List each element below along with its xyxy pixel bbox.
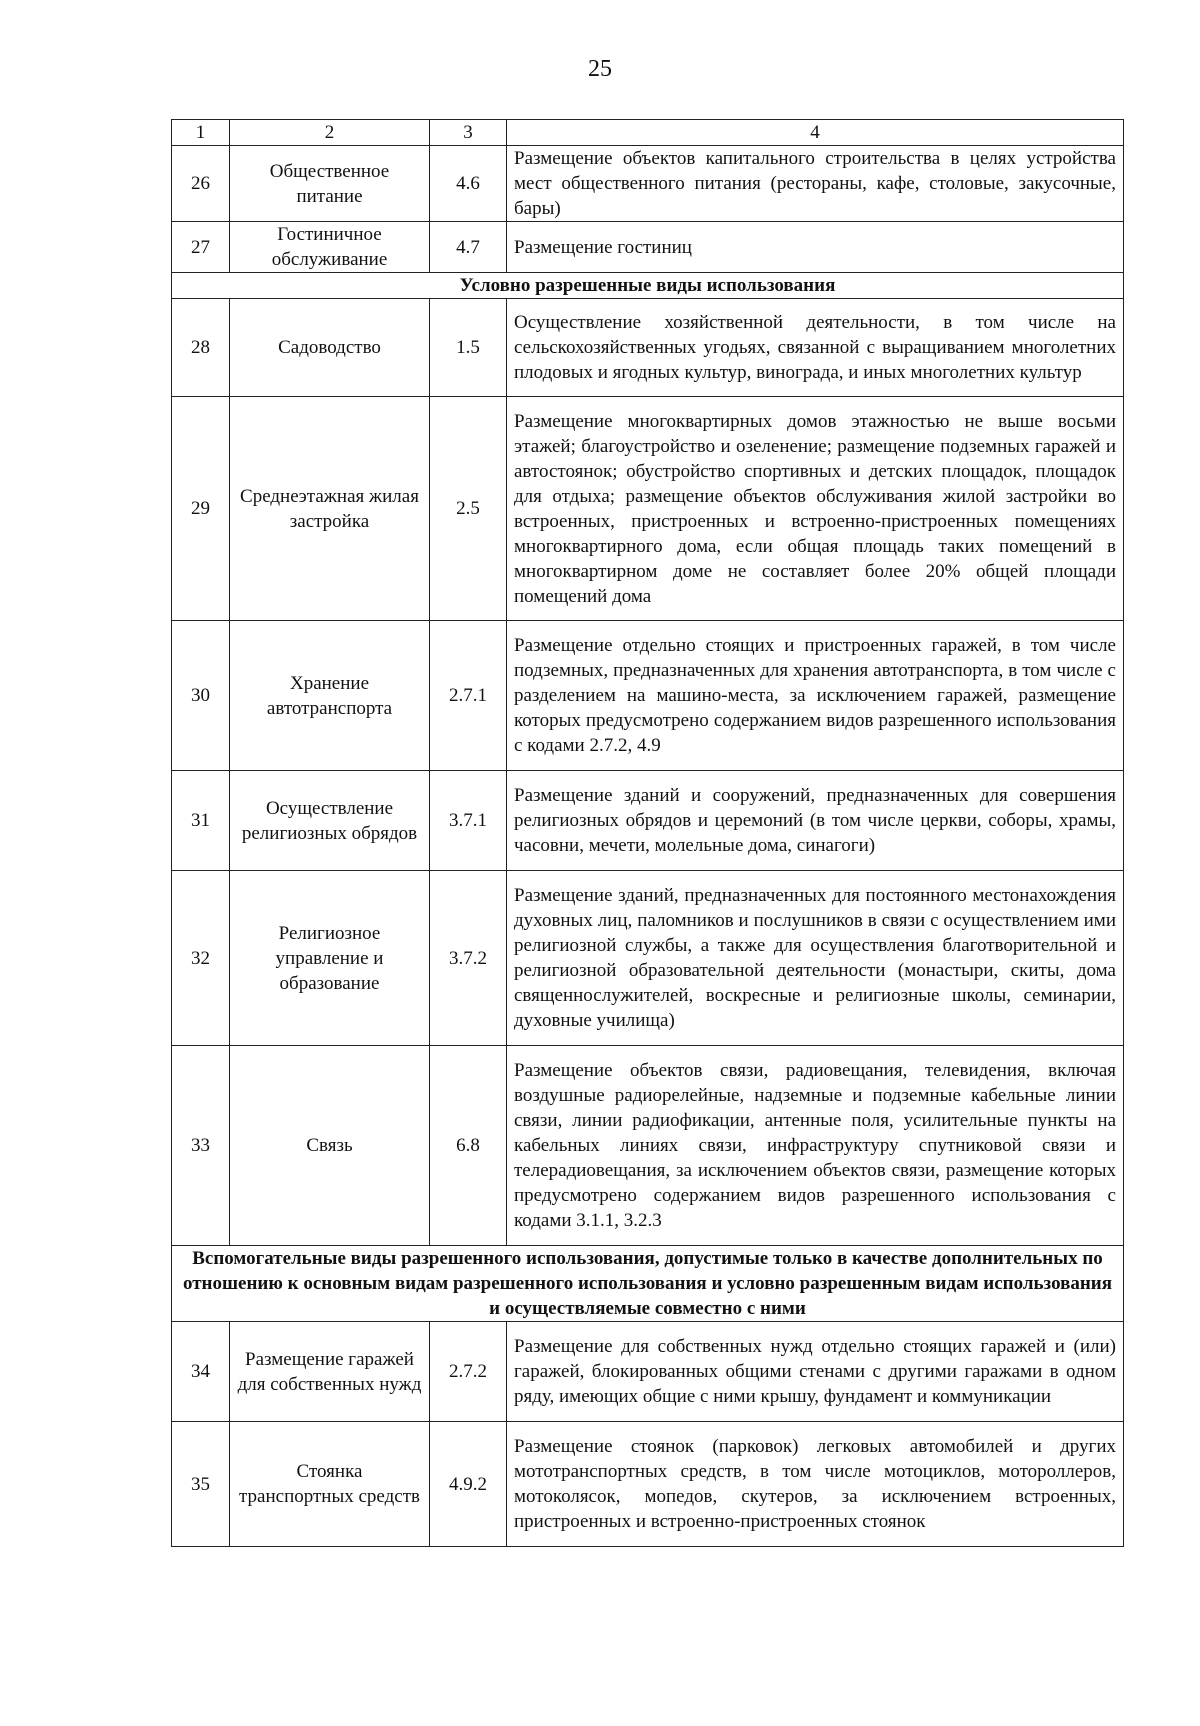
table-row bbox=[172, 222, 1124, 273]
header-col-3: 3 bbox=[430, 120, 507, 146]
row-number: 33 bbox=[172, 1046, 230, 1246]
table-row bbox=[172, 299, 1124, 397]
page-number: 25 bbox=[588, 56, 612, 82]
row-number: 34 bbox=[172, 1322, 230, 1422]
table-row bbox=[172, 146, 1124, 222]
table-row bbox=[172, 397, 1124, 621]
use-name: Общественное питание bbox=[230, 146, 430, 222]
use-name: Связь bbox=[230, 1046, 430, 1246]
table-row bbox=[172, 871, 1124, 1046]
header-col-2: 2 bbox=[230, 120, 430, 146]
use-name: Размещение гаражей для собственных нужд bbox=[230, 1322, 430, 1422]
section-row bbox=[172, 273, 1124, 299]
use-name: Осуществление религиозных обрядов bbox=[230, 771, 430, 871]
header-col-4: 4 bbox=[507, 120, 1124, 146]
use-description: Размещение гостиниц bbox=[507, 222, 1124, 273]
use-description: Размещение зданий и сооружений, предназначенных для совершения религиозных обрядов и церемоний (в том числе церкви, соборы, храмы, часовни, мечети, молельные дома, синагоги) bbox=[507, 771, 1124, 871]
use-name: Гостиничное обслуживание bbox=[230, 222, 430, 273]
row-number: 32 bbox=[172, 871, 230, 1046]
use-code: 3.7.1 bbox=[430, 771, 507, 871]
row-number: 35 bbox=[172, 1422, 230, 1547]
table-row bbox=[172, 771, 1124, 871]
use-name: Религиозное управление и образование bbox=[230, 871, 430, 1046]
use-name: Стоянка транспортных средств bbox=[230, 1422, 430, 1547]
use-code: 4.9.2 bbox=[430, 1422, 507, 1547]
row-number: 31 bbox=[172, 771, 230, 871]
use-code: 3.7.2 bbox=[430, 871, 507, 1046]
header-col-1: 1 bbox=[172, 120, 230, 146]
table-row bbox=[172, 1322, 1124, 1422]
use-description: Размещение для собственных нужд отдельно стоящих гаражей и (или) гаражей, блокированных общими стенами с другими гаражами в одном ряду, имеющих общие с ними крышу, фундамент и коммуникации bbox=[507, 1322, 1124, 1422]
use-description: Размещение отдельно стоящих и пристроенных гаражей, в том числе подземных, предназначенных для хранения автотранспорта, в том числе с разделением на машино-места, за исключением гаражей, размещение которых предусмотрено содержанием видов разрешенного использования с кодами 2.7.2, 4.9 bbox=[507, 621, 1124, 771]
use-name: Хранение автотранспорта bbox=[230, 621, 430, 771]
table-row bbox=[172, 1046, 1124, 1246]
use-description: Размещение стоянок (парковок) легковых автомобилей и других мототранспортных средств, в том числе мотоциклов, мотороллеров, мотоколясок, мопедов, скутеров, за исключением встроенных, пристроенных и встроенно-пристроенных стоянок bbox=[507, 1422, 1124, 1547]
section-title-conditional: Условно разрешенные виды использования bbox=[172, 273, 1124, 299]
use-code: 2.7.2 bbox=[430, 1322, 507, 1422]
use-description: Осуществление хозяйственной деятельности, в том числе на сельскохозяйственных угодьях, связанной с выращиванием многолетних плодовых и ягодных культур, винограда, и иных многолетних культур bbox=[507, 299, 1124, 397]
use-description: Размещение объектов капитального строительства в целях устройства мест общественного питания (рестораны, кафе, столовые, закусочные, бары) bbox=[507, 146, 1124, 222]
row-number: 29 bbox=[172, 397, 230, 621]
table-header-row bbox=[172, 120, 1124, 146]
use-description: Размещение объектов связи, радиовещания, телевидения, включая воздушные радиорелейные, надземные и подземные кабельные линии связи, линии радиофикации, антенные поля, усилительные пункты на кабельных линиях связи, инфраструктуру спутниковой связи и телерадиовещания, за исключением объектов связи, размещение которых предусмотрено содержанием видов разрешенного использования с кодами 3.1.1, 3.2.3 bbox=[507, 1046, 1124, 1246]
use-code: 2.5 bbox=[430, 397, 507, 621]
row-number: 27 bbox=[172, 222, 230, 273]
section-title-auxiliary: Вспомогательные виды разрешенного использования, допустимые только в качестве дополнительных по отношению к основным видам разрешенного использования и условно разрешенным видам использования и осуществляемые совместно с ними bbox=[172, 1246, 1124, 1322]
table-row bbox=[172, 621, 1124, 771]
use-code: 4.6 bbox=[430, 146, 507, 222]
table-row bbox=[172, 1422, 1124, 1547]
use-description: Размещение зданий, предназначенных для постоянного местонахождения духовных лиц, паломников и послушников в связи с осуществлением ими религиозной службы, а также для осуществления благотворительной и религиозной образовательной деятельности (монастыри, скиты, дома священнослужителей, воскресные и религиозные школы, семинарии, духовные училища) bbox=[507, 871, 1124, 1046]
table-body bbox=[172, 120, 1124, 1547]
use-code: 1.5 bbox=[430, 299, 507, 397]
use-code: 6.8 bbox=[430, 1046, 507, 1246]
use-name: Садоводство bbox=[230, 299, 430, 397]
land-use-table bbox=[171, 119, 1124, 1547]
section-row bbox=[172, 1246, 1124, 1322]
use-name: Среднеэтажная жилая застройка bbox=[230, 397, 430, 621]
use-code: 2.7.1 bbox=[430, 621, 507, 771]
row-number: 28 bbox=[172, 299, 230, 397]
use-code: 4.7 bbox=[430, 222, 507, 273]
row-number: 26 bbox=[172, 146, 230, 222]
row-number: 30 bbox=[172, 621, 230, 771]
use-description: Размещение многоквартирных домов этажностью не выше восьми этажей; благоустройство и озеленение; размещение подземных гаражей и автостоянок; обустройство спортивных и детских площадок, площадок для отдыха; размещение объектов обслуживания жилой застройки во встроенных, пристроенных и встроенно-пристроенных помещениях многоквартирного дома, если общая площадь таких помещений в многоквартирном доме не составляет более 20% общей площади помещений дома bbox=[507, 397, 1124, 621]
